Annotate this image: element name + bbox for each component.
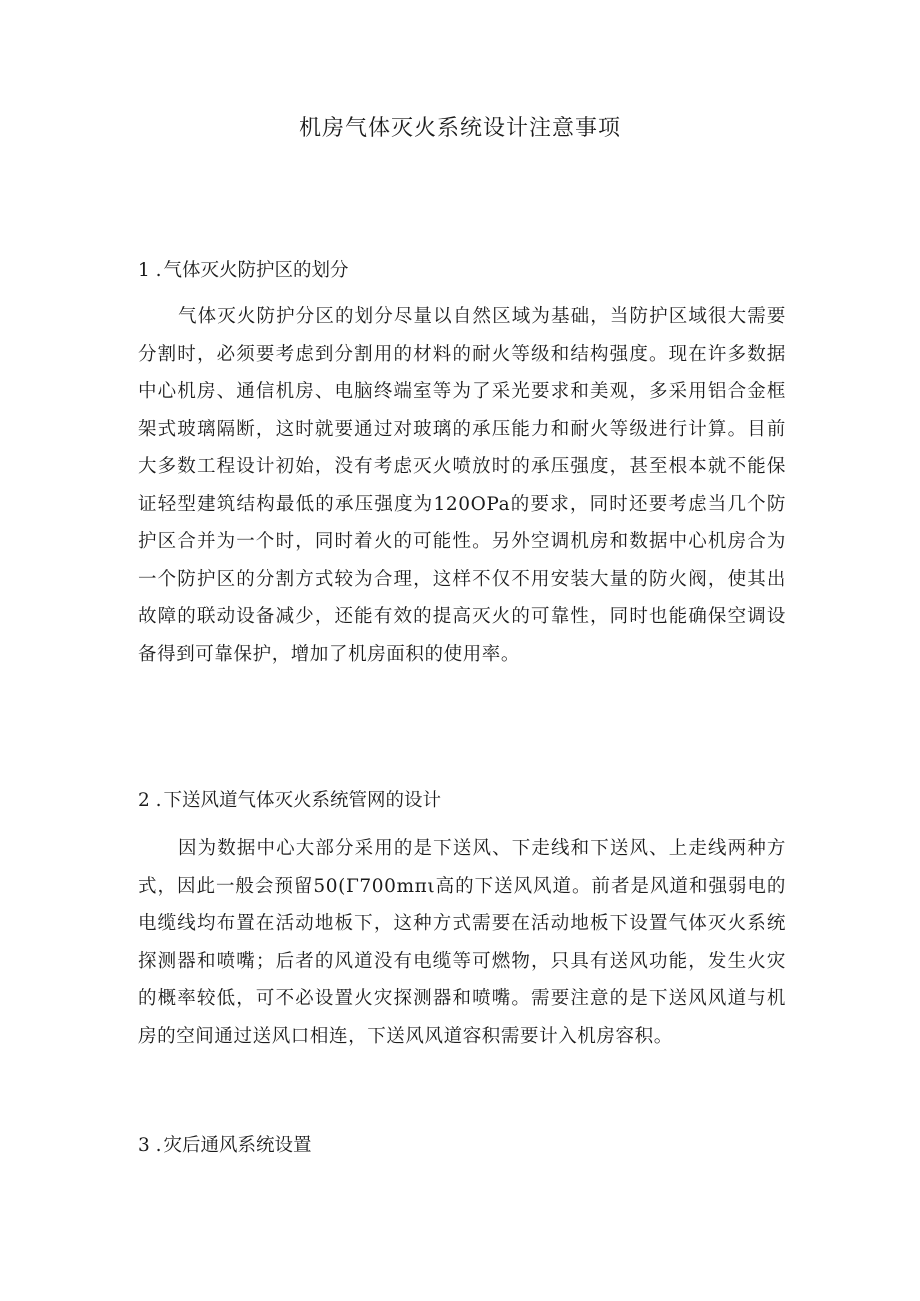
section-number: 2 . (138, 790, 162, 811)
section-heading-2 (138, 788, 798, 814)
section-heading-text: 灾后通风系统设置 (163, 1135, 312, 1156)
document-title: 机房气体灭火系统设计注意事项 (298, 116, 621, 141)
section-paragraph-1: 气体灭火防护分区的划分尽量以自然区域为基础，当防护区域很大需要分割时，必须要考虑到分割用的材料的耐火等级和结构强度。现在许多数据中心机房、通信机房、电脑终端室等为了采光要求和美观，多采用铝合金框架式玻璃隔断，这时就要通过对玻璃的承压能力和耐火等级进行计算。目前大多数工程设计初始，没有考虑灭火喷放时的承压强度，甚至根本就不能保证轻型建筑结构最低的承压强度为120OPa的要求，同时还要考虑当几个防护区合并为一个时，同时着火的可能性。另外空调机房和数据中心机房合为一个防护区的分割方式较为合理，这样不仅不用安装大量的防火阀，使其出故障的联动设备减少，还能有效的提高灭火的可靠性，同时也能确保空调设备得到可靠保护，增加了机房面积的使用率。 (138, 306, 786, 665)
section-heading-3 (138, 1133, 798, 1159)
section-heading-1 (138, 258, 798, 284)
section-heading-text: 气体灭火防护区的划分 (163, 260, 349, 281)
section-paragraph-2: 因为数据中心大部分采用的是下送风、下走线和下送风、上走线两种方式，因此一般会预留50(Γ700mπι高的下送风风道。前者是风道和强弱电的电缆线均布置在活动地板下，这种方式需要在活动地板下设置气体灭火系统探测器和喷嘴；后者的风道没有电缆等可燃物，只具有送风功能，发生火灾的概率较低，可不必设置火灾探测器和喷嘴。需要注意的是下送风风道与机房的空间通过送风口相连，下送风风道容积需要计入机房容积。 (138, 838, 786, 1047)
section-heading-text: 下送风道气体灭火系统管网的设计 (163, 790, 442, 811)
section-number: 3 . (138, 1135, 162, 1156)
section-number: 1 . (138, 260, 162, 281)
